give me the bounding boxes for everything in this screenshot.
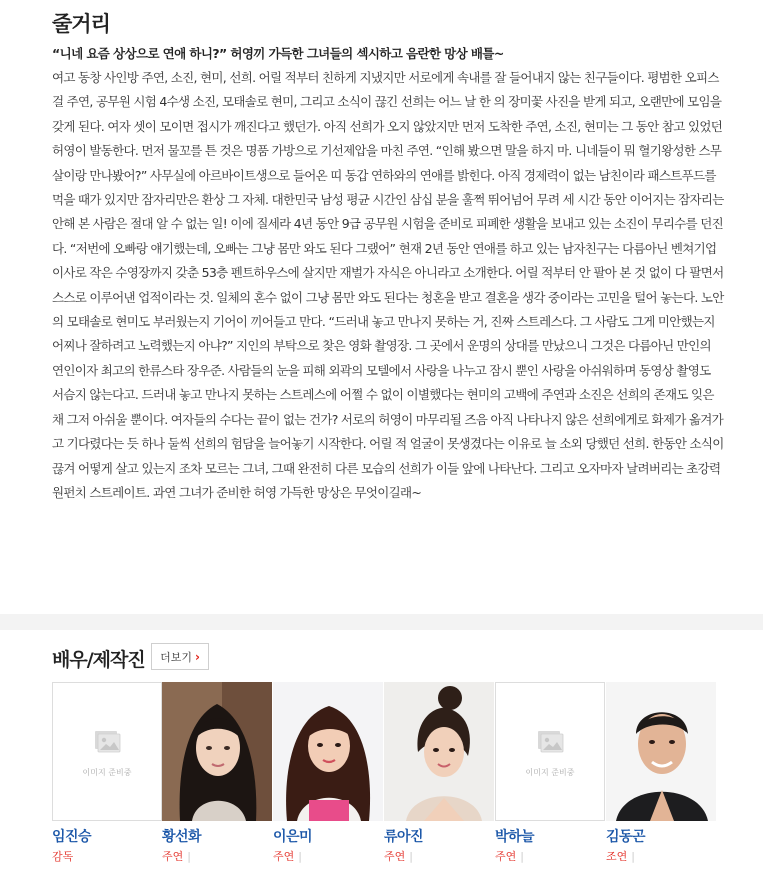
synopsis-body: 여고 동창 사인방 주연, 소진, 현미, 선희. 어릴 적부터 친하게 지냈지만 서로에게 속내를 잘 들어내지 않는 친구들이다. 평범한 오피스걸 주연, 공무원 시험 4수생 소진, 모태솔로 현미, 그리고 소식이 끊긴 선희는 어느 날 한 의 장미꽃 사진을 받게 되고, 오랜만에 모임을 갖게 된다. 여자 셋이 모이면 접시가 깨진다고 했던가. 아직 선희가 오지 않았지만 먼저 도착한 주연, 소진, 현미는 그 동안 참고 있었던 허영이 발동한다. 먼저 물꼬를 튼 것은 명품 가방으로 기선제압을 마친 주연. “인해 봤으면 말을 하지 마. 니네들이 뭐 혈기왕성한 스무살이랑 만나봤어?” 사무실에 아르바이트생으로 들어온 띠 동갑 연하와의 연애를 밝힌다. 아직 경제력이 없는 남친이라 패스트푸드를 먹을 때가 있지만 잠자리만은 환상 그 자체. 대한민국 남성 평균 시간인 삼십 분을 훌쩍 뛰어넘어 무려 세 시간 동안 이어지는 잠자리는 안해 본 사람은 절대 알 수 없는 일! 이에 질세라 4년 동안 9급 공무원 시험을 준비로 피폐한 생활을 보내고 있는 소진이 무리수를 던진다. “저번에 오빠랑 얘기했는데, 오빠는 그냥 몸만 와도 된다 그랬어” 현재 2년 동안 연애를 하고 있는 남자친구는 다름아닌 벤쳐기업 이사로 작은 수영장까지 갖춘 53층 펜트하우스에 살지만 재벌가 자식은 아니라고 소개한다. 어릴 적부터 안 팔아 본 것 없이 다 팔면서 스스로 이루어낸 업적이라는 것. 일체의 혼수 없이 그냥 몸만 와도 된다는 청혼을 받고 결혼을 생각 중이라는 고민을 털어 놓는다. 노안의 모태솔로 현미도 부러웠는지 기어이 끼어들고 만다. “드러내 놓고 만나지 못하는 거, 진짜 스트레스다. 그 사람도 그게 미안했는지 어찌나 잘하려고 노력했는지 아냐?” 지인의 부탁으로 찾은 영화 촬영장. 그 곳에서 운명의 상대를 만났으니 그것은 다름아닌 만인의 연인이자 최고의 한류스타 장우준. 사람들의 눈을 피해 외곽의 모텔에서 사랑을 나누고 잠시 뿐인 사랑을 아쉬워하며 동영상 촬영도 서슴지 않는다고. 드러내 놓고 만나지 못하는 스트레스에 어쩔 수 없이 이별했다는 현미의 고백에 주연과 소진은 선희의 존재도 잊은 채 그저 아쉬울 뿐이다. 여자들의 수다는 끝이 없는 건가? 서로의 허영이 마무리될 즈음 아직 나타나지 않은 선희에게로 화제가 옮겨가고 기다렸다는 듯 하나 둘씩 선희의 험담을 늘어놓기 시작한다. 어릴 적 얼굴이 못생겼다는 이유로 늘 소외 당했던 선희. 한동안 소식이 끊겨 어떻게 살고 있는지 조차 모르는 그녀, 그때 완전히 다른 모습의 선희가 이들 앞에 나타난다. 그리고 오자마자 날려버리는 초강력 원펀치 스트레이트. 과연 그녀가 준비한 허영 가득한 망상은 무엇이길래~ (52, 70, 724, 500)
cast-card[interactable] (384, 682, 494, 882)
cast-card[interactable] (162, 682, 272, 882)
cast-name[interactable]: 황선화 (162, 829, 202, 845)
cast-card[interactable] (52, 682, 162, 882)
portrait-image (273, 682, 383, 821)
cast-section-title: 배우/제작진 (52, 649, 145, 671)
cast-photo[interactable] (606, 682, 716, 821)
cast-photo[interactable] (273, 682, 383, 821)
cast-role: 주연 | (495, 850, 524, 863)
cast-role: 주연 | (162, 850, 191, 863)
cast-role: 주연 | (273, 850, 302, 863)
section-divider (0, 614, 763, 630)
cast-role: 감독 (52, 850, 74, 863)
cast-photo-placeholder[interactable] (495, 682, 605, 821)
placeholder-text: 이미지 준비중 (525, 768, 575, 777)
cast-card[interactable] (273, 682, 383, 882)
cast-role: 조연 | (606, 850, 635, 863)
cast-name[interactable]: 박하늘 (495, 829, 535, 845)
cast-photo[interactable] (384, 682, 494, 821)
cast-role: 주연 | (384, 850, 413, 863)
cast-name[interactable]: 이은미 (273, 829, 313, 845)
synopsis-title: 줄거리 (52, 12, 110, 36)
portrait-image (384, 682, 494, 821)
portrait-image (162, 682, 272, 821)
more-button[interactable] (151, 643, 209, 670)
cast-name[interactable]: 김동곤 (606, 829, 646, 845)
cast-card[interactable] (606, 682, 716, 882)
portrait-image (606, 682, 716, 821)
cast-photo-placeholder[interactable] (52, 682, 162, 821)
cast-photo[interactable] (162, 682, 272, 821)
cast-name[interactable]: 임진승 (52, 829, 92, 845)
chevron-right-icon: › (194, 649, 200, 664)
synopsis-tagline: “니네 요즘 상상으로 연애 하니?” 허영끼 가득한 그녀들의 섹시하고 음란한 망상 배틀~ (52, 46, 504, 61)
image-placeholder-icon (89, 723, 125, 759)
more-button-label: 더보기 (160, 650, 192, 664)
cast-list (52, 682, 718, 882)
placeholder-text: 이미지 준비중 (82, 768, 132, 777)
image-placeholder-icon (532, 723, 568, 759)
cast-card[interactable] (495, 682, 605, 882)
cast-name[interactable]: 류아진 (384, 829, 424, 845)
